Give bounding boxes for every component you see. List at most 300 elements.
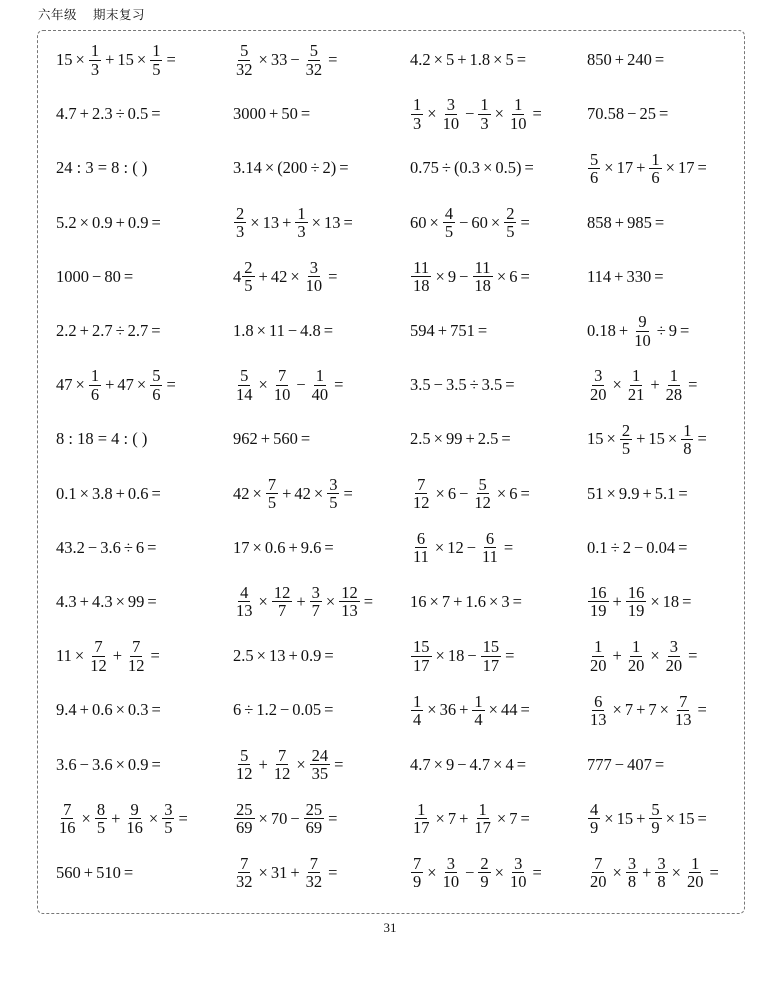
operator: ×: [75, 50, 85, 70]
operator: +: [636, 808, 646, 828]
number: 1.8: [233, 321, 254, 341]
numerator: 3: [446, 95, 455, 115]
denominator: 12: [413, 493, 430, 513]
denominator: 5: [444, 222, 454, 242]
operator: ×: [258, 862, 268, 882]
fraction: [126, 638, 147, 674]
operator: +: [618, 321, 629, 341]
fraction: [626, 855, 638, 891]
numerator: 3: [311, 583, 320, 603]
operator: +: [650, 375, 660, 395]
numerator: 3: [627, 854, 637, 874]
number: 1.6: [465, 591, 486, 611]
number: 7: [441, 591, 451, 611]
numerator: 1: [413, 95, 422, 115]
number: 18: [662, 591, 680, 611]
denominator: 21: [627, 384, 645, 404]
math-problem: [587, 33, 746, 87]
fraction: [508, 96, 529, 132]
numerator: 11: [474, 258, 491, 278]
number: 13: [323, 212, 341, 232]
numerator: 9: [130, 799, 139, 819]
number: 51: [587, 483, 604, 503]
number: 9: [668, 321, 677, 341]
operator: +: [465, 429, 475, 449]
number: 0.9: [127, 754, 149, 774]
denominator: 17: [413, 655, 430, 675]
fraction: [411, 476, 432, 512]
fraction: [310, 584, 322, 620]
operator: =: [520, 266, 530, 286]
operator: +: [115, 212, 125, 232]
operator: −: [467, 646, 477, 666]
number: 43.2: [56, 537, 85, 557]
fraction: [295, 205, 307, 241]
fraction: [480, 530, 500, 566]
number: 7: [648, 700, 657, 720]
operator: ×: [429, 212, 439, 232]
numerator: 12: [341, 583, 358, 603]
math-problem: [56, 521, 233, 575]
number: 0.6: [127, 483, 149, 503]
operator: ×: [494, 862, 504, 882]
number: 33: [270, 50, 288, 70]
operator: −: [279, 700, 290, 720]
operator: =: [697, 700, 707, 720]
fraction: [411, 693, 423, 729]
number: 99: [445, 429, 463, 449]
fraction: [626, 584, 647, 620]
math-problem: [410, 250, 587, 304]
operator: +: [260, 429, 271, 449]
math-problem: [410, 683, 587, 737]
operator: =: [166, 50, 176, 70]
fraction: [588, 151, 600, 187]
math-problem: [233, 575, 410, 629]
numerator: 6: [485, 528, 495, 548]
number: 3000: [233, 104, 266, 124]
numerator: 15: [413, 637, 430, 657]
operator: ×: [136, 50, 147, 70]
numerator: 7: [277, 366, 287, 386]
fraction: [588, 367, 609, 403]
numerator: 2: [506, 203, 515, 223]
fraction: [411, 259, 432, 295]
math-problem: [56, 467, 233, 521]
number: 2.7: [91, 321, 113, 341]
operator: ×: [115, 754, 125, 774]
operator: =: [123, 266, 134, 286]
operator: =: [658, 104, 669, 124]
operator: =: [697, 808, 707, 828]
operator: ×: [429, 591, 439, 611]
math-problem: [587, 846, 746, 900]
number: 2.5: [477, 429, 499, 449]
fraction: [411, 638, 432, 674]
number: 0.1: [56, 483, 77, 503]
number: 0.1: [587, 537, 608, 557]
numerator: 7: [679, 691, 688, 711]
denominator: 9: [480, 872, 489, 892]
numerator: 1: [297, 203, 306, 223]
number: 6: [135, 537, 145, 557]
denominator: 32: [236, 59, 253, 79]
number: 15: [648, 429, 665, 449]
operator: ×: [496, 266, 507, 286]
number: 4.3: [91, 591, 113, 611]
denominator: 20: [590, 872, 607, 892]
operator: =: [520, 483, 530, 503]
operator: +: [115, 483, 125, 503]
number: 962: [233, 429, 258, 449]
math-problem: [587, 683, 746, 737]
fraction: [472, 801, 493, 837]
operator: +: [636, 700, 646, 720]
fraction: [89, 42, 101, 78]
fraction: [632, 313, 653, 349]
operator: −: [465, 862, 475, 882]
math-problem: [56, 33, 233, 87]
operator: ×: [79, 483, 89, 503]
denominator: 6: [90, 384, 100, 404]
operator: =: [151, 700, 161, 720]
denominator: 9: [651, 818, 660, 838]
operator: ×: [493, 754, 503, 774]
operator: +: [459, 700, 469, 720]
operator: =: [520, 808, 530, 828]
math-problem: [233, 846, 410, 900]
number: 16: [410, 591, 427, 611]
numerator: 7: [309, 854, 318, 874]
fraction: [443, 205, 455, 241]
operator: ×: [606, 483, 616, 503]
math-problem: [587, 467, 746, 521]
fraction: [411, 801, 432, 837]
number: 1000: [56, 266, 89, 286]
fraction: [441, 96, 462, 132]
denominator: 3: [413, 113, 422, 133]
number: 2.2: [56, 321, 77, 341]
math-problem: [233, 683, 410, 737]
fraction: [234, 42, 255, 78]
mixed-number: [233, 259, 256, 295]
number: 2.5: [410, 429, 431, 449]
operator: ×: [427, 862, 437, 882]
numerator: 5: [651, 799, 660, 819]
operator: =: [503, 537, 514, 557]
number: 7: [509, 808, 518, 828]
denominator: 35: [311, 764, 329, 784]
operator: ×: [665, 808, 675, 828]
numerator: 1: [417, 799, 426, 819]
operator: =: [688, 646, 698, 666]
math-problem: [56, 87, 233, 141]
fraction: [478, 96, 490, 132]
fraction: [234, 205, 246, 241]
denominator: 11: [482, 547, 498, 567]
number: 0.9: [127, 212, 149, 232]
denominator: 8: [627, 872, 637, 892]
fraction: [472, 693, 484, 729]
number: 858: [587, 212, 612, 232]
number: 44: [500, 700, 518, 720]
math-problem: [233, 304, 410, 358]
numerator: 1: [90, 41, 100, 61]
math-problem: [233, 737, 410, 791]
numerator: 5: [240, 41, 249, 61]
operator: +: [111, 808, 121, 828]
denominator: 8: [683, 438, 692, 458]
denominator: 5: [164, 818, 173, 838]
operator: =: [151, 754, 161, 774]
operator: ×: [650, 646, 660, 666]
numerator: 15: [482, 637, 500, 657]
operator: =: [343, 212, 353, 232]
denominator: 17: [474, 818, 491, 838]
denominator: 3: [297, 222, 306, 242]
operator: −: [459, 483, 469, 503]
denominator: 6: [152, 384, 161, 404]
operator: ×: [650, 591, 660, 611]
numerator: 2: [621, 420, 631, 440]
fraction: [626, 638, 647, 674]
number: 114: [587, 266, 612, 286]
operator: −: [459, 266, 469, 286]
operator: =: [151, 321, 161, 341]
fraction: [649, 151, 661, 187]
operator: ×: [488, 700, 498, 720]
operator: +: [614, 212, 625, 232]
operator: =: [654, 50, 665, 70]
operator: ×: [483, 158, 493, 178]
numerator: 1: [315, 366, 324, 386]
math-problem: [410, 737, 587, 791]
numerator: 16: [590, 583, 607, 603]
operator: =: [343, 483, 353, 503]
numerator: 5: [478, 474, 487, 494]
denominator: 14: [236, 384, 253, 404]
denominator: 69: [305, 818, 323, 838]
number: 15: [587, 429, 604, 449]
operator: −: [466, 537, 477, 557]
operator: +: [282, 483, 292, 503]
number: 9.4: [56, 700, 77, 720]
operator: ×: [252, 537, 262, 557]
operator: +: [282, 212, 292, 232]
numerator: 2: [244, 258, 253, 278]
operator: =: [654, 266, 664, 286]
numerator: 16: [627, 583, 645, 603]
number: (200: [277, 158, 308, 178]
fraction: [472, 476, 493, 512]
numerator: 7: [240, 854, 249, 874]
denominator: 17: [482, 655, 500, 675]
numerator: 3: [594, 366, 603, 386]
denominator: 5: [96, 818, 106, 838]
operator: ×: [612, 700, 622, 720]
operator: +: [612, 591, 622, 611]
number: 0.75: [410, 158, 439, 178]
fraction: [411, 96, 423, 132]
operator: =: [505, 646, 515, 666]
number: 25: [639, 104, 656, 124]
denominator: 9: [413, 872, 422, 892]
operator: ×: [659, 700, 669, 720]
number: 5.1: [654, 483, 676, 503]
operator: ×: [74, 646, 85, 666]
denominator: 12: [236, 764, 253, 784]
operator: ×: [325, 591, 336, 611]
numerator: 2: [236, 203, 245, 223]
numerator: 7: [277, 745, 287, 765]
operator: ×: [612, 862, 622, 882]
denominator: 10: [442, 113, 460, 133]
number: 8 : 18 = 4 : ( ): [56, 429, 148, 449]
denominator: 12: [90, 655, 107, 675]
operator: ÷: [310, 158, 320, 178]
denominator: 40: [311, 384, 329, 404]
operator: =: [328, 862, 338, 882]
math-problem: [410, 141, 587, 195]
operator: −: [457, 754, 467, 774]
fraction: [57, 801, 78, 837]
numerator: 1: [691, 854, 700, 874]
denominator: 10: [634, 330, 651, 350]
operator: +: [258, 754, 268, 774]
operator: +: [288, 646, 298, 666]
operator: ×: [667, 429, 678, 449]
fraction: [234, 367, 255, 403]
math-problem: [233, 792, 410, 846]
problem-grid: [56, 33, 746, 900]
fraction: [620, 422, 632, 458]
operator: ÷: [123, 537, 133, 557]
operator: −: [433, 375, 443, 395]
math-problem: [587, 575, 746, 629]
operator: ×: [435, 808, 445, 828]
denominator: 5: [506, 222, 515, 242]
operator: =: [324, 537, 334, 557]
numerator: 1: [480, 95, 489, 115]
math-problem: [233, 467, 410, 521]
operator: +: [258, 266, 268, 286]
fraction: [411, 855, 423, 891]
number: 7: [447, 808, 457, 828]
operator: =: [520, 700, 530, 720]
operator: =: [324, 700, 334, 720]
denominator: 4: [413, 709, 422, 729]
denominator: 17: [413, 818, 430, 838]
operator: ×: [252, 483, 262, 503]
operator: =: [654, 212, 665, 232]
operator: =: [323, 321, 334, 341]
operator: ×: [435, 646, 445, 666]
denominator: 7: [311, 601, 320, 621]
numerator: 3: [329, 474, 338, 494]
fraction: [310, 747, 331, 783]
operator: −: [290, 50, 300, 70]
operator: =: [328, 50, 338, 70]
fraction: [504, 205, 516, 241]
operator: =: [512, 591, 522, 611]
math-problem: [56, 304, 233, 358]
denominator: 6: [651, 167, 660, 187]
operator: ×: [433, 429, 443, 449]
denominator: 4: [474, 709, 483, 729]
math-problem: [56, 196, 233, 250]
denominator: 18: [474, 276, 491, 296]
numerator: 5: [240, 745, 249, 765]
numerator: 11: [413, 258, 430, 278]
math-problem: [587, 737, 746, 791]
numerator: 1: [631, 637, 641, 657]
math-problem: [233, 412, 410, 466]
number: 3.8: [91, 483, 113, 503]
operator: +: [453, 591, 463, 611]
operator: +: [269, 104, 279, 124]
math-problem: [587, 250, 746, 304]
operator: =: [697, 158, 707, 178]
operator: =: [334, 375, 344, 395]
operator: ×: [256, 646, 266, 666]
fraction: [681, 422, 693, 458]
numerator: 25: [305, 799, 323, 819]
operator: ×: [604, 158, 614, 178]
number: 36: [439, 700, 457, 720]
math-problem: [56, 358, 233, 412]
numerator: 1: [594, 637, 603, 657]
fraction: [588, 638, 609, 674]
operator: −: [296, 375, 306, 395]
number: 13: [268, 646, 286, 666]
operator: =: [678, 483, 688, 503]
number: 11: [268, 321, 285, 341]
numerator: 5: [309, 41, 318, 61]
operator: +: [105, 50, 115, 70]
operator: =: [151, 212, 161, 232]
numerator: 12: [273, 583, 291, 603]
number: 47: [117, 375, 134, 395]
numerator: 3: [657, 854, 666, 874]
operator: −: [290, 808, 300, 828]
numerator: 3: [446, 854, 455, 874]
operator: =: [151, 483, 161, 503]
math-problem: [56, 250, 233, 304]
operator: −: [614, 754, 625, 774]
math-problem: [587, 87, 746, 141]
operator: =: [147, 591, 157, 611]
math-problem: [410, 846, 587, 900]
math-problem: [56, 846, 233, 900]
denominator: 5: [152, 59, 161, 79]
worksheet-frame: [37, 30, 745, 914]
math-problem: [410, 33, 587, 87]
math-problem: [233, 358, 410, 412]
numerator: 3: [514, 854, 523, 874]
denominator: 20: [590, 655, 607, 675]
operator: −: [79, 754, 89, 774]
number: 850: [587, 50, 612, 70]
denominator: 3: [480, 113, 489, 133]
denominator: 13: [674, 709, 692, 729]
operator: ×: [435, 483, 445, 503]
operator: ×: [433, 754, 443, 774]
operator: +: [79, 104, 89, 124]
operator: ×: [434, 537, 445, 557]
operator: ÷: [469, 375, 479, 395]
number: 1.2: [256, 700, 277, 720]
numerator: 7: [63, 799, 72, 819]
